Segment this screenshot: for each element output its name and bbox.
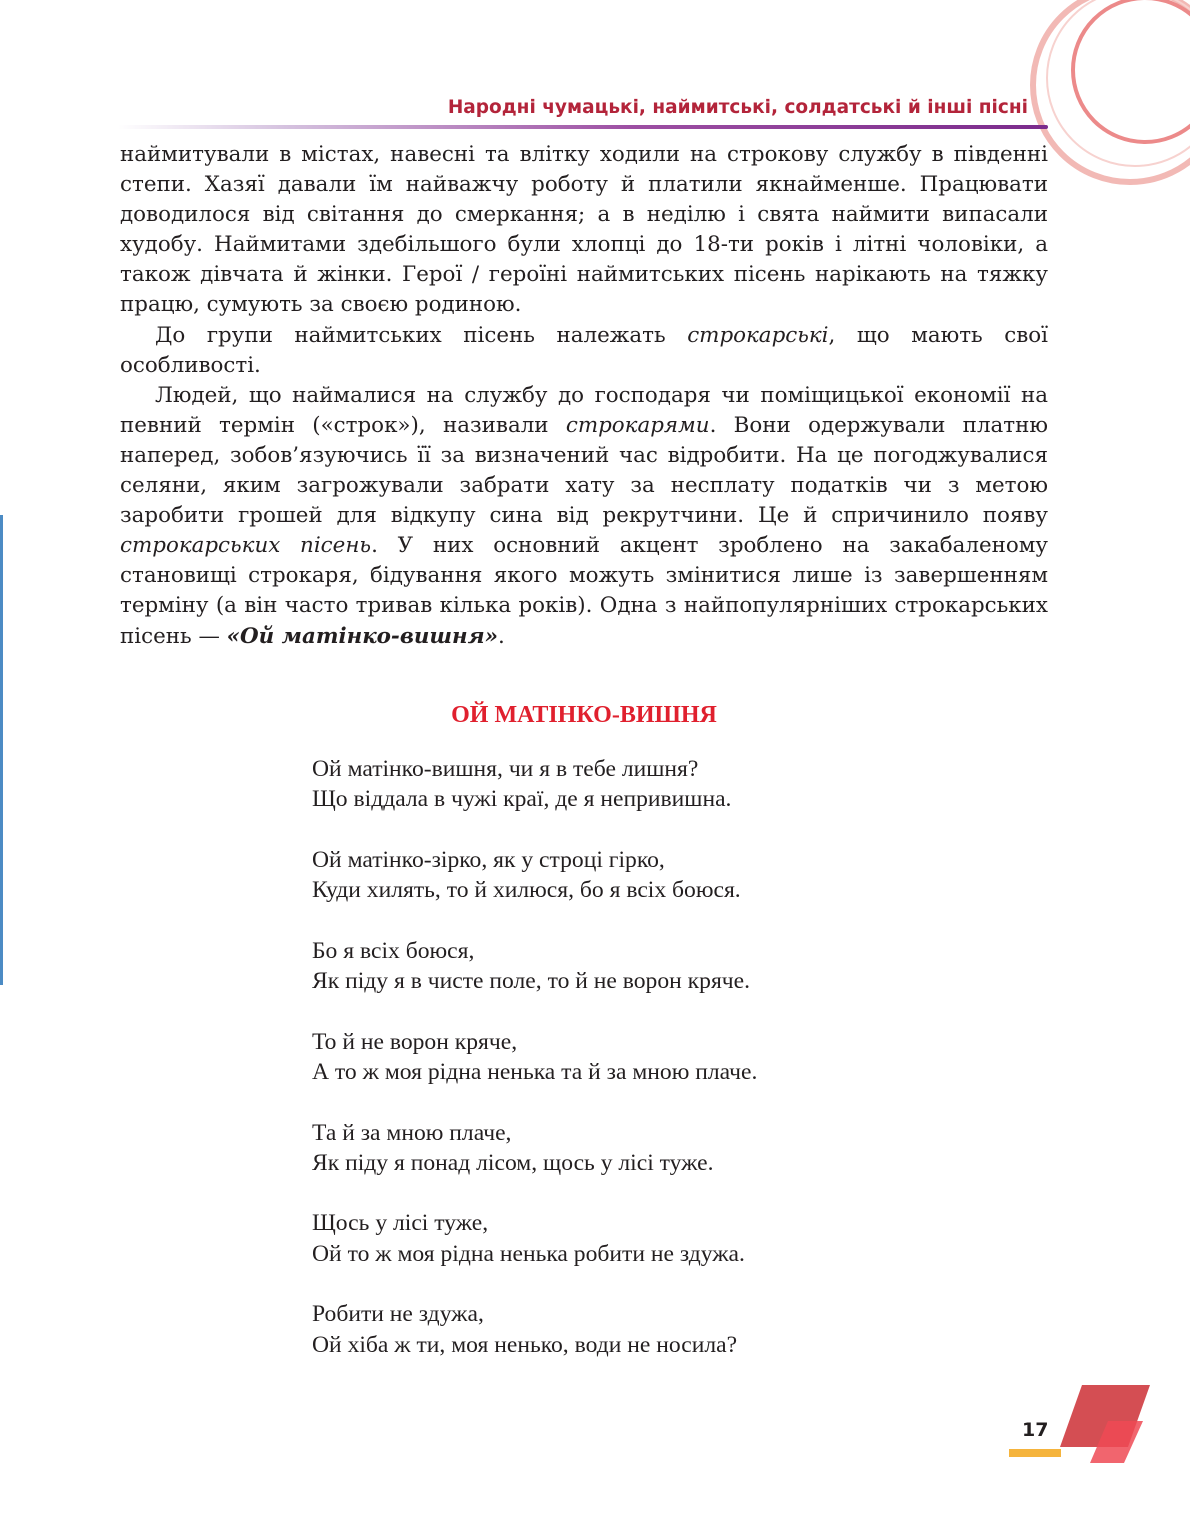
poem-line: Ой хіба ж ти, моя ненько, води не носила? bbox=[312, 1331, 738, 1358]
paragraph-1: наймитували в містах, навесні та влітку ходили на строкову службу в південні степи. Хазяї давали їм найважчу роботу й платили якнайменше. Працювати доводилося від світання до смеркання; а в неділю і свята наймити випасали худобу. Наймитами здебільшого були хлопці до 18-ти років і літні чоловіки, а також дівчата й жінки. Герої / героїні наймитських пісень нарікають на тяжку працю, сумують за своєю родиною. bbox=[120, 142, 1048, 318]
poem-line: Як піду я в чисте поле, то й не ворон кряче. bbox=[312, 968, 751, 995]
stanza bbox=[312, 1208, 952, 1269]
poem bbox=[312, 754, 952, 1390]
poem-line: То й не ворон кряче, bbox=[312, 1028, 518, 1055]
left-edge-bar bbox=[0, 515, 3, 985]
stanza bbox=[312, 936, 952, 997]
poem-line: А то ж моя рідна ненька та й за мною плаче. bbox=[312, 1058, 758, 1085]
poem-line: Ой матінко-вишня, чи я в тебе лишня? bbox=[312, 756, 699, 782]
page-number: 17 bbox=[1022, 1419, 1049, 1441]
text-run: , що мають свої особливості. bbox=[120, 322, 1048, 378]
emphasis: строкарями bbox=[565, 412, 710, 438]
stanza bbox=[312, 1027, 952, 1088]
emphasis: строкарські bbox=[687, 322, 829, 348]
song-reference: «Ой матінко-вишня» bbox=[226, 623, 499, 649]
poem-line: Ой матінко-зірко, як у строці гірко, bbox=[312, 846, 665, 873]
poem-line: Куди хилять, то й хилюся, бо я всіх боюся. bbox=[312, 877, 741, 904]
text-run: До групи наймитських пісень належать bbox=[155, 322, 688, 348]
poem-line: Бо я всіх боюся, bbox=[312, 937, 475, 964]
stanza bbox=[312, 845, 952, 906]
text-run: . bbox=[498, 623, 505, 649]
song-title: ОЙ МАТІНКО-ВИШНЯ bbox=[451, 702, 717, 728]
poem-line: Ой то ж моя рідна ненька робити не здужа. bbox=[312, 1240, 745, 1267]
stanza bbox=[312, 754, 952, 815]
body-text bbox=[120, 140, 1048, 652]
running-header: Народні чумацькі, наймитські, солдатські й інші пісні bbox=[447, 97, 1028, 118]
stanza bbox=[312, 1299, 952, 1360]
corner-decoration bbox=[1060, 1385, 1150, 1465]
poem-line: Що віддала в чужі краї, де я непривишна. bbox=[312, 786, 732, 813]
paragraph-2 bbox=[120, 321, 1048, 381]
stanza bbox=[312, 1118, 952, 1179]
header-rule bbox=[118, 125, 1048, 129]
poem-line: Як піду я понад лісом, щось у лісі туже. bbox=[312, 1149, 714, 1176]
poem-line: Щось у лісі туже, bbox=[312, 1210, 489, 1237]
paragraph-3 bbox=[120, 381, 1048, 652]
text-run: . У них основний акцент зроблено на закабаленому становищі строкаря, бідування якого можуть змінитися лише із завершенням терміну (а він часто тривав кілька років). Одна з найпопулярніших строкарських пісень — bbox=[120, 533, 1048, 649]
poem-line: Та й за мною плаче, bbox=[312, 1119, 512, 1146]
emphasis: строкарських пісень bbox=[120, 533, 372, 559]
text-run: . Вони одержували платню наперед, зобов’язуючись її за визначений час відробити. На це погоджувалися селяни, яким загрожували забрати хату за несплату податків чи з метою заробити грошей для відкупу сина від рекрутчини. Це й спричинило появу bbox=[120, 412, 1048, 529]
poem-line: Робити не здужа, bbox=[312, 1301, 484, 1328]
text-run: Людей, що наймалися на службу до господаря чи поміщицької економії на певний термін («строк»), називали bbox=[120, 382, 1048, 438]
page-number-bar bbox=[1009, 1449, 1061, 1457]
